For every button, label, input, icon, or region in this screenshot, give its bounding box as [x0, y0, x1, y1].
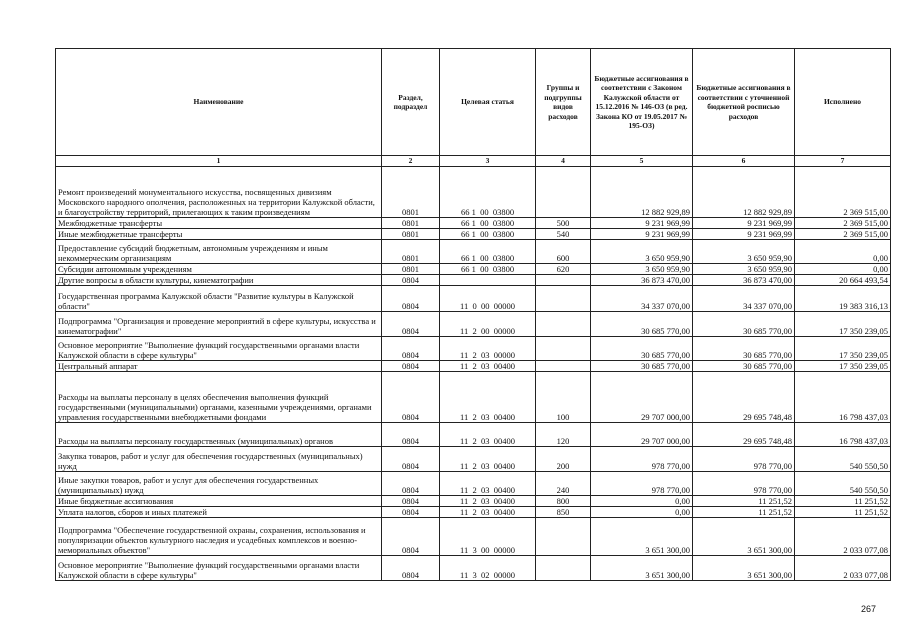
row-name: Иные бюджетные ассигнования: [56, 495, 382, 506]
row-executed: 2 369 515,00: [795, 217, 891, 228]
row-executed: 11 251,52: [795, 495, 891, 506]
row-group: 850: [536, 506, 591, 517]
row-executed: 20 664 493,54: [795, 274, 891, 285]
table-row: [56, 422, 891, 446]
table-row: [56, 263, 891, 274]
row-article: [440, 274, 536, 285]
row-section: 0801: [382, 263, 440, 274]
row-article: 11 2 03 00400: [440, 371, 536, 422]
row-section: 0804: [382, 446, 440, 471]
row-group: 500: [536, 217, 591, 228]
row-name: Подпрограмма "Организация и проведение мероприятий в сфере культуры, искусства и кинематографии": [56, 311, 382, 336]
row-executed: 540 550,50: [795, 471, 891, 495]
row-group: 240: [536, 471, 591, 495]
row-group: [536, 555, 591, 580]
row-refined: 3 651 300,00: [693, 517, 795, 555]
row-article: 11 2 03 00400: [440, 471, 536, 495]
row-executed: 0,00: [795, 239, 891, 263]
row-name: Закупка товаров, работ и услуг для обеспечения государственных (муниципальных) нужд: [56, 446, 382, 471]
row-executed: 19 383 316,13: [795, 285, 891, 311]
row-article: 11 2 03 00400: [440, 360, 536, 371]
row-budget: 30 685 770,00: [591, 360, 693, 371]
row-refined: 30 685 770,00: [693, 336, 795, 360]
row-group: [536, 311, 591, 336]
table-row: [56, 495, 891, 506]
row-executed: 2 369 515,00: [795, 166, 891, 217]
row-group: [536, 360, 591, 371]
table-row: [56, 446, 891, 471]
header-name: Наименование: [56, 49, 382, 156]
row-budget: 36 873 470,00: [591, 274, 693, 285]
row-article: 66 1 00 03800: [440, 263, 536, 274]
table-header-row: [56, 49, 891, 156]
row-refined: 30 685 770,00: [693, 360, 795, 371]
row-section: 0804: [382, 555, 440, 580]
row-section: 0804: [382, 336, 440, 360]
row-refined: 11 251,52: [693, 495, 795, 506]
row-article: 11 2 03 00400: [440, 495, 536, 506]
page-number: 267: [861, 604, 877, 614]
row-executed: 2 033 077,08: [795, 517, 891, 555]
row-group: [536, 285, 591, 311]
row-executed: 17 350 239,05: [795, 336, 891, 360]
row-article: 11 2 03 00400: [440, 422, 536, 446]
header-budget: Бюджетные ассигнования в соответствии с Законом Калужской области от 15.12.2016 № 146-ОЗ (в ред. Закона КО от 19.05.2017 № 195-ОЗ): [591, 49, 693, 156]
row-budget: 34 337 070,00: [591, 285, 693, 311]
row-article: 11 0 00 00000: [440, 285, 536, 311]
column-number-row: [56, 156, 891, 167]
row-executed: 16 798 437,03: [795, 422, 891, 446]
row-section: 0804: [382, 495, 440, 506]
row-budget: 3 650 959,90: [591, 263, 693, 274]
row-budget: 3 651 300,00: [591, 517, 693, 555]
row-budget: 30 685 770,00: [591, 311, 693, 336]
row-article: 66 1 00 03800: [440, 217, 536, 228]
row-name: Предоставление субсидий бюджетным, автономным учреждениям и иным некоммерческим организациям: [56, 239, 382, 263]
row-name: Расходы на выплаты персоналу в целях обеспечения выполнения функций государственными (муниципальными) органами, казенными учреждениями, органами управления государственными внебюджетными фондами: [56, 371, 382, 422]
row-budget: 3 651 300,00: [591, 555, 693, 580]
row-refined: 3 650 959,90: [693, 239, 795, 263]
table-row: [56, 239, 891, 263]
row-refined: 12 882 929,89: [693, 166, 795, 217]
row-section: 0801: [382, 228, 440, 239]
row-section: 0801: [382, 217, 440, 228]
table-row: [56, 471, 891, 495]
row-article: 11 3 02 00000: [440, 555, 536, 580]
row-name: Основное мероприятие "Выполнение функций государственными органами власти Калужской области в сфере культуры": [56, 555, 382, 580]
row-refined: 9 231 969,99: [693, 228, 795, 239]
column-number: 6: [693, 156, 795, 167]
row-article: 11 2 00 00000: [440, 311, 536, 336]
table-row: [56, 285, 891, 311]
row-section: 0804: [382, 471, 440, 495]
header-executed: Исполнено: [795, 49, 891, 156]
row-refined: 3 651 300,00: [693, 555, 795, 580]
row-executed: 11 251,52: [795, 506, 891, 517]
row-article: 66 1 00 03800: [440, 239, 536, 263]
row-executed: 16 798 437,03: [795, 371, 891, 422]
column-number: 2: [382, 156, 440, 167]
row-budget: 9 231 969,99: [591, 228, 693, 239]
row-group: 200: [536, 446, 591, 471]
row-section: 0804: [382, 506, 440, 517]
column-number: 1: [56, 156, 382, 167]
row-budget: 3 650 959,90: [591, 239, 693, 263]
table-row: [56, 274, 891, 285]
row-section: 0804: [382, 371, 440, 422]
column-number: 3: [440, 156, 536, 167]
table-row: [56, 517, 891, 555]
row-refined: 978 770,00: [693, 471, 795, 495]
row-name: Ремонт произведений монументального искусства, посвященных дивизиям Московского народного ополчения, расположенных на территории Калужской области, и благоустройству территорий, прилегающих к таким произведениям: [56, 166, 382, 217]
row-name: Межбюджетные трансферты: [56, 217, 382, 228]
row-name: Расходы на выплаты персоналу государственных (муниципальных) органов: [56, 422, 382, 446]
row-name: Основное мероприятие "Выполнение функций государственными органами власти Калужской области в сфере культуры": [56, 336, 382, 360]
row-section: 0804: [382, 360, 440, 371]
row-section: 0804: [382, 274, 440, 285]
row-group: 800: [536, 495, 591, 506]
table-row: [56, 311, 891, 336]
row-group: [536, 517, 591, 555]
row-name: Государственная программа Калужской области "Развитие культуры в Калужской области": [56, 285, 382, 311]
row-budget: 29 707 000,00: [591, 371, 693, 422]
row-section: 0804: [382, 285, 440, 311]
row-group: 540: [536, 228, 591, 239]
table-row: [56, 217, 891, 228]
table-row: [56, 228, 891, 239]
table-row: [56, 555, 891, 580]
row-refined: 29 695 748,48: [693, 371, 795, 422]
header-article: Целевая статья: [440, 49, 536, 156]
row-section: 0801: [382, 166, 440, 217]
row-name: Иные закупки товаров, работ и услуг для обеспечения государственных (муниципальных) нужд: [56, 471, 382, 495]
row-name: Уплата налогов, сборов и иных платежей: [56, 506, 382, 517]
row-executed: 2 369 515,00: [795, 228, 891, 239]
row-group: [536, 166, 591, 217]
column-number: 7: [795, 156, 891, 167]
row-refined: 11 251,52: [693, 506, 795, 517]
row-refined: 34 337 070,00: [693, 285, 795, 311]
row-section: 0804: [382, 311, 440, 336]
row-name: Центральный аппарат: [56, 360, 382, 371]
row-group: 600: [536, 239, 591, 263]
row-group: [536, 274, 591, 285]
row-section: 0804: [382, 517, 440, 555]
row-article: 66 1 00 03800: [440, 166, 536, 217]
row-article: 11 2 03 00400: [440, 506, 536, 517]
header-refined: Бюджетные ассигнования в соответствии с уточненной бюджетной росписью расходов: [693, 49, 795, 156]
row-executed: 17 350 239,05: [795, 311, 891, 336]
table-row: [56, 371, 891, 422]
row-budget: 978 770,00: [591, 446, 693, 471]
row-budget: 30 685 770,00: [591, 336, 693, 360]
column-number: 5: [591, 156, 693, 167]
row-executed: 17 350 239,05: [795, 360, 891, 371]
row-refined: 978 770,00: [693, 446, 795, 471]
row-group: 100: [536, 371, 591, 422]
row-section: 0804: [382, 422, 440, 446]
budget-table: [55, 48, 891, 581]
row-budget: 12 882 929,89: [591, 166, 693, 217]
row-group: 620: [536, 263, 591, 274]
row-refined: 3 650 959,90: [693, 263, 795, 274]
row-budget: 978 770,00: [591, 471, 693, 495]
row-article: 66 1 00 03800: [440, 228, 536, 239]
row-refined: 9 231 969,99: [693, 217, 795, 228]
row-budget: 9 231 969,99: [591, 217, 693, 228]
row-name: Субсидии автономным учреждениям: [56, 263, 382, 274]
header-group: Группы и подгруппы видов расходов: [536, 49, 591, 156]
column-number: 4: [536, 156, 591, 167]
row-budget: 0,00: [591, 495, 693, 506]
row-group: 120: [536, 422, 591, 446]
row-executed: 2 033 077,08: [795, 555, 891, 580]
row-group: [536, 336, 591, 360]
table-row: [56, 336, 891, 360]
row-section: 0801: [382, 239, 440, 263]
row-article: 11 3 00 00000: [440, 517, 536, 555]
row-name: Другие вопросы в области культуры, кинематографии: [56, 274, 382, 285]
header-section: Раздел, подраздел: [382, 49, 440, 156]
row-refined: 29 695 748,48: [693, 422, 795, 446]
table-row: [56, 360, 891, 371]
row-name: Подпрограмма "Обеспечение государственной охраны, сохранения, использования и популяризации объектов культурного наследия и усадебных комплексов и военно-мемориальных объектов": [56, 517, 382, 555]
table-row: [56, 506, 891, 517]
table-row: [56, 166, 891, 217]
row-refined: 30 685 770,00: [693, 311, 795, 336]
row-article: 11 2 03 00400: [440, 446, 536, 471]
row-budget: 0,00: [591, 506, 693, 517]
row-name: Иные межбюджетные трансферты: [56, 228, 382, 239]
row-executed: 540 550,50: [795, 446, 891, 471]
row-refined: 36 873 470,00: [693, 274, 795, 285]
row-budget: 29 707 000,00: [591, 422, 693, 446]
row-article: 11 2 03 00000: [440, 336, 536, 360]
row-executed: 0,00: [795, 263, 891, 274]
